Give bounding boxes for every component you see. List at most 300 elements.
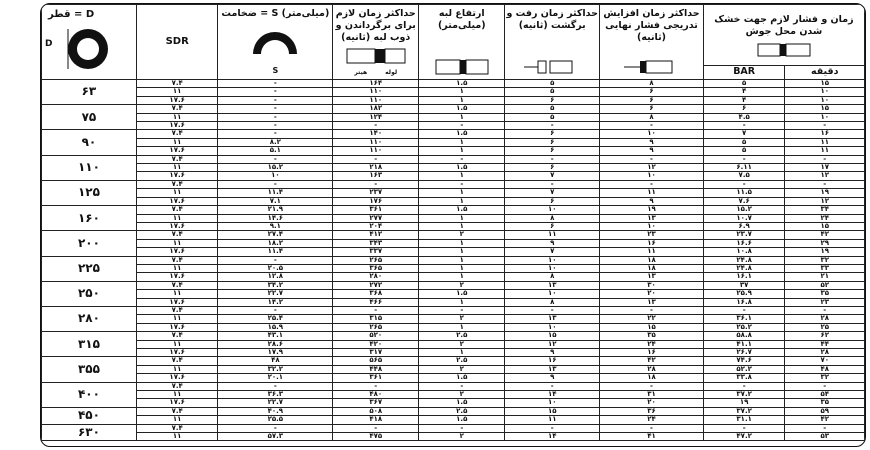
cell-bar: ۲۵.۹ (703, 290, 785, 298)
cell-h: ۱ (419, 113, 505, 121)
cell-t2: ۱۳ (505, 315, 600, 323)
cell-bar: - (703, 122, 785, 130)
cell-sdr: ۱۱ (136, 391, 218, 399)
cell-t2: ۶ (505, 130, 600, 138)
cell-bar: ۲۶.۷ (703, 349, 785, 357)
diameter-cell: ۷۵ (42, 105, 137, 130)
table-row (42, 231, 865, 239)
table-row (42, 298, 865, 306)
cell-sdr: ۱۷.۶ (136, 323, 218, 331)
cell-h: ۱.۵ (419, 80, 505, 88)
cell-bar: ۲۴.۸ (703, 256, 785, 264)
cell-t1: ۴۶۶ (333, 298, 419, 306)
cell-t2: ۶ (505, 197, 600, 205)
cell-s: ۱۵.۲ (218, 164, 333, 172)
cell-t3: ۳۰ (600, 281, 704, 289)
cell-bar: ۱۶.۸ (703, 298, 785, 306)
cell-sdr: ۱۱ (136, 214, 218, 222)
cell-t1: ۴۱۸ (333, 416, 419, 424)
cell-bar: ۱۹ (703, 399, 785, 407)
cell-sdr: ۷.۴ (136, 155, 218, 163)
cell-t1: ۱۲۴ (333, 113, 419, 121)
cell-s: ۲۰.۱ (218, 374, 333, 382)
cell-min: - (785, 180, 865, 188)
cell-sdr: ۷.۴ (136, 357, 218, 365)
cell-min: ۱۲ (785, 197, 865, 205)
table-row (42, 189, 865, 197)
cell-min: ۵۴ (785, 391, 865, 399)
cell-h: ۱.۵ (419, 374, 505, 382)
cell-t2: ۶ (505, 96, 600, 104)
bar-header: BAR (703, 65, 785, 79)
cell-t3: ۴۱ (600, 433, 704, 441)
cell-min: ۵۳ (785, 433, 865, 441)
cell-s: ۵.۱ (218, 147, 333, 155)
cell-t3: ۲۴ (600, 340, 704, 348)
cell-min: ۴۲ (785, 231, 865, 239)
cell-t1: - (333, 122, 419, 130)
cell-t2: ۱۳ (505, 365, 600, 373)
cell-h: ۱ (419, 197, 505, 205)
cell-sdr: ۱۷.۶ (136, 147, 218, 155)
cell-s: ۲۱.۹ (218, 206, 333, 214)
cell-min: - (785, 122, 865, 130)
cell-h: ۱ (419, 298, 505, 306)
cell-min: ۲۳ (785, 298, 865, 306)
cell-s: ۲۵.۴ (218, 315, 333, 323)
bead-height-header (419, 5, 505, 80)
diameter-cell: ۲۲۵ (42, 256, 137, 281)
cell-bar: ۵ (703, 138, 785, 146)
cell-s: - (218, 424, 333, 432)
cell-s: - (218, 96, 333, 104)
cell-t2: ۱۵ (505, 332, 600, 340)
cell-t3: ۹ (600, 138, 704, 146)
table-row (42, 172, 865, 180)
cell-s: ۱۸.۲ (218, 239, 333, 247)
cell-t1: - (333, 382, 419, 390)
diameter-cell: ۱۲۵ (42, 180, 137, 205)
cell-t2: ۶ (505, 164, 600, 172)
pressure-time-header-label: حداکثر زمان افزایش تدریجی فشار نهایی (ثانیه) (603, 8, 700, 43)
cell-bar: ۴۷.۲ (703, 433, 785, 441)
diameter-cell: ۲۸۰ (42, 306, 137, 331)
table-row (42, 105, 865, 113)
cell-t3: ۱۱ (600, 189, 704, 197)
cell-t3: ۴۲ (600, 357, 704, 365)
cooling-icon (754, 42, 814, 58)
cell-h: ۲ (419, 365, 505, 373)
table-row (42, 290, 865, 298)
cell-h: ۱ (419, 273, 505, 281)
cell-min: ۵۲ (785, 281, 865, 289)
cell-t3: - (600, 122, 704, 130)
pipe-ring-icon (60, 23, 112, 75)
welding-table-frame (40, 3, 866, 447)
cell-t3: ۶ (600, 88, 704, 96)
diameter-cell: ۱۶۰ (42, 206, 137, 231)
cell-t2: ۱۳ (505, 281, 600, 289)
cell-sdr: ۱۱ (136, 433, 218, 441)
cell-s: ۱۰ (218, 172, 333, 180)
cell-t1: ۲۶۵ (333, 256, 419, 264)
table-row (42, 113, 865, 121)
cell-bar: - (703, 155, 785, 163)
table-row (42, 273, 865, 281)
cell-bar: ۱۶.۱ (703, 273, 785, 281)
cell-h: ۱ (419, 147, 505, 155)
cell-t2: - (505, 382, 600, 390)
cell-t3: - (600, 180, 704, 188)
cell-bar: ۱۶.۶ (703, 239, 785, 247)
cell-t1: ۵۰۸ (333, 407, 419, 415)
cell-t3: ۲۰ (600, 399, 704, 407)
cell-sdr: ۷.۴ (136, 407, 218, 415)
cell-t1: ۵۶۵ (333, 357, 419, 365)
cell-t2: ۹ (505, 374, 600, 382)
diameter-cell: ۹۰ (42, 130, 137, 155)
cell-t2: - (505, 180, 600, 188)
cell-s: ۱۴.۲ (218, 298, 333, 306)
cell-min: ۱۰ (785, 113, 865, 121)
cell-t1: ۳۶۸ (333, 290, 419, 298)
cell-sdr: ۷.۴ (136, 105, 218, 113)
cell-t1: ۲۷۲ (333, 281, 419, 289)
cell-t1: - (333, 306, 419, 314)
cell-t2: ۱۰ (505, 264, 600, 272)
cell-h: ۲ (419, 340, 505, 348)
cell-h: ۱ (419, 138, 505, 146)
cell-h: ۲.۵ (419, 357, 505, 365)
cell-h: - (419, 306, 505, 314)
cell-t3: ۱۰ (600, 130, 704, 138)
cell-sdr: ۱۱ (136, 315, 218, 323)
cell-t1: ۱۶۴ (333, 80, 419, 88)
cell-h: - (419, 424, 505, 432)
cell-bar: ۲۵.۲ (703, 323, 785, 331)
cell-t2: ۵ (505, 88, 600, 96)
cell-sdr: ۷.۴ (136, 306, 218, 314)
cell-h: ۱.۵ (419, 290, 505, 298)
cell-min: ۱۱ (785, 147, 865, 155)
cell-s: ۴۸ (218, 357, 333, 365)
cell-t2: - (505, 155, 600, 163)
cell-t2: ۱۶ (505, 357, 600, 365)
cell-bar: ۳۷.۲ (703, 407, 785, 415)
cell-t1: ۲۱۸ (333, 164, 419, 172)
cell-bar: ۷.۵ (703, 172, 785, 180)
cell-bar: ۶.۹ (703, 222, 785, 230)
cell-h: ۱ (419, 222, 505, 230)
cell-t1: ۴۷۵ (333, 433, 419, 441)
cell-bar: ۲۴.۸ (703, 264, 785, 272)
cell-t3: ۶ (600, 105, 704, 113)
heater-pipe-icon (345, 47, 407, 65)
cell-min: - (785, 424, 865, 432)
cooling-header-label: زمان و فشار لازم جهت خشک شدن محل جوش (714, 14, 854, 37)
cell-t2: ۱۱ (505, 231, 600, 239)
cell-t2: ۱۰ (505, 256, 600, 264)
pressure-time-header (600, 5, 704, 80)
cell-s: - (218, 382, 333, 390)
cell-t3: ۱۸ (600, 374, 704, 382)
diameter-cell: ۲۰۰ (42, 231, 137, 256)
cell-sdr: ۱۷.۶ (136, 96, 218, 104)
cell-h: ۱ (419, 88, 505, 96)
cell-h: ۱.۵ (419, 164, 505, 172)
cell-t1: ۳۶۷ (333, 399, 419, 407)
cell-bar: ۳۱.۱ (703, 416, 785, 424)
diameter-cell: ۲۵۰ (42, 281, 137, 306)
cell-bar: ۱۱.۵ (703, 189, 785, 197)
cell-s: - (218, 256, 333, 264)
cell-min: ۳۵ (785, 399, 865, 407)
cell-t2: - (505, 306, 600, 314)
cell-sdr: ۱۱ (136, 416, 218, 424)
bead-time-header (333, 5, 419, 80)
cell-t1: ۳۱۷ (333, 349, 419, 357)
cell-h: ۱ (419, 214, 505, 222)
cell-sdr: ۱۷.۶ (136, 349, 218, 357)
cell-t1: ۱۱۰ (333, 96, 419, 104)
table-row (42, 416, 865, 424)
cell-sdr: ۱۱ (136, 290, 218, 298)
diameter-cell: ۳۵۵ (42, 357, 137, 382)
cell-s: ۴۳.۱ (218, 332, 333, 340)
cell-s: - (218, 122, 333, 130)
cell-t2: ۱۲ (505, 340, 600, 348)
cell-t1: ۳۶۱ (333, 206, 419, 214)
cell-t1: - (333, 155, 419, 163)
cell-t1: ۳۶۵ (333, 264, 419, 272)
cell-min: ۱۵ (785, 105, 865, 113)
cell-h: ۱ (419, 96, 505, 104)
cell-t3: ۱۶ (600, 349, 704, 357)
cell-t2: ۱۵ (505, 407, 600, 415)
cell-t2: ۷ (505, 189, 600, 197)
cell-min: ۳۲ (785, 256, 865, 264)
cell-h: ۱.۵ (419, 416, 505, 424)
cell-t1: ۴۸۰ (333, 391, 419, 399)
change-time-header (505, 5, 600, 80)
cell-min: ۶۲ (785, 332, 865, 340)
diameter-cell: ۳۱۵ (42, 332, 137, 357)
cell-t1: ۱۱۰ (333, 88, 419, 96)
minute-header: دقیقه (785, 65, 865, 79)
cell-min: ۲۵ (785, 323, 865, 331)
cell-sdr: ۱۱ (136, 88, 218, 96)
cell-sdr: ۱۱ (136, 164, 218, 172)
cell-min: ۴۴ (785, 340, 865, 348)
diameter-header (42, 5, 137, 80)
cell-s: ۲۲.۷ (218, 290, 333, 298)
cell-min: ۱۰ (785, 96, 865, 104)
cell-h: ۲.۵ (419, 407, 505, 415)
cell-bar: ۱۰.۸ (703, 248, 785, 256)
cell-s: ۸.۲ (218, 138, 333, 146)
cell-t1: ۴۴۸ (333, 365, 419, 373)
cell-h: ۱ (419, 349, 505, 357)
cell-t3: ۲۳ (600, 231, 704, 239)
cell-s: ۱۷.۹ (218, 349, 333, 357)
cell-min: ۳۲ (785, 374, 865, 382)
cell-t1: - (333, 180, 419, 188)
cell-sdr: ۷.۴ (136, 130, 218, 138)
cell-sdr: ۷.۴ (136, 424, 218, 432)
cell-t3: ۲۰ (600, 290, 704, 298)
table-row (42, 332, 865, 340)
cell-t3: ۹ (600, 197, 704, 205)
cell-t1: ۴۲۰ (333, 340, 419, 348)
cell-sdr: ۱۱ (136, 138, 218, 146)
cell-h: ۱ (419, 264, 505, 272)
cell-t1: ۴۱۲ (333, 231, 419, 239)
cell-s: ۲۸.۶ (218, 340, 333, 348)
heater-label: هیتر (354, 68, 368, 76)
cell-s: ۱۱.۴ (218, 248, 333, 256)
cell-sdr: ۱۱ (136, 189, 218, 197)
cell-h: ۱.۵ (419, 206, 505, 214)
cell-bar: ۳۷ (703, 281, 785, 289)
diameter-cell: ۱۱۰ (42, 155, 137, 180)
cell-s: - (218, 105, 333, 113)
bead-height-icon (434, 58, 490, 76)
table-row (42, 147, 865, 155)
thickness-mark: S (272, 66, 279, 75)
cell-bar: ۷.۶ (703, 197, 785, 205)
cell-t2: ۱۰ (505, 290, 600, 298)
cell-min: ۱۹ (785, 248, 865, 256)
cell-min: ۷۰ (785, 357, 865, 365)
cell-t1: ۲۶۵ (333, 323, 419, 331)
thickness-header-label: ضخامت = S (میلی‌متر) (221, 8, 330, 19)
cell-sdr: ۷.۴ (136, 332, 218, 340)
welding-parameters-table (41, 4, 865, 441)
cell-min: ۱۵ (785, 80, 865, 88)
cell-t1: ۱۱۰ (333, 138, 419, 146)
cell-h: ۱.۵ (419, 399, 505, 407)
cell-h: ۱ (419, 189, 505, 197)
table-row (42, 248, 865, 256)
cell-sdr: ۷.۴ (136, 80, 218, 88)
cell-h: ۲ (419, 281, 505, 289)
cell-bar: ۵ (703, 80, 785, 88)
pressure-icon (624, 58, 680, 76)
cell-t3: ۱۲ (600, 164, 704, 172)
cell-bar: - (703, 306, 785, 314)
cell-t1: ۲۰۴ (333, 222, 419, 230)
cell-h: ۱ (419, 248, 505, 256)
cell-h: ۲ (419, 391, 505, 399)
cell-t2: ۷ (505, 248, 600, 256)
cell-sdr: ۱۱ (136, 340, 218, 348)
cell-t2: ۹ (505, 239, 600, 247)
cell-bar: ۳۶.۱ (703, 315, 785, 323)
cell-s: ۱۱.۴ (218, 189, 333, 197)
table-row (42, 433, 865, 441)
cell-t3: ۱۳ (600, 273, 704, 281)
cell-sdr: ۱۷.۶ (136, 273, 218, 281)
cell-min: ۲۱ (785, 273, 865, 281)
cell-bar: ۵۲.۲ (703, 365, 785, 373)
cell-s: - (218, 80, 333, 88)
cell-t3: ۳۵ (600, 332, 704, 340)
cell-min: ۲۴ (785, 214, 865, 222)
cell-t3: ۱۸ (600, 256, 704, 264)
cell-bar: ۶ (703, 105, 785, 113)
cell-bar: ۴ (703, 96, 785, 104)
cell-s: - (218, 113, 333, 121)
changeover-icon (524, 58, 580, 76)
cell-min: - (785, 306, 865, 314)
cell-t1: ۳۴۳ (333, 239, 419, 247)
cell-min: ۳۳ (785, 264, 865, 272)
cell-bar: - (703, 424, 785, 432)
cell-t3: - (600, 306, 704, 314)
cell-t2: ۸ (505, 214, 600, 222)
cell-bar: ۱۵.۲ (703, 206, 785, 214)
cell-min: ۲۸ (785, 349, 865, 357)
cell-t2: ۱۰ (505, 323, 600, 331)
cell-bar: ۵ (703, 147, 785, 155)
diameter-cell: ۶۳ (42, 80, 137, 105)
cell-min: ۱۷ (785, 164, 865, 172)
cell-t1: ۱۱۰ (333, 147, 419, 155)
diameter-cell: ۴۰۰ (42, 382, 137, 407)
cell-s: ۲۰.۵ (218, 264, 333, 272)
cell-h: ۲ (419, 231, 505, 239)
table-row (42, 206, 865, 214)
cell-s: ۷.۱ (218, 197, 333, 205)
cooling-header (703, 5, 864, 66)
cell-h: - (419, 382, 505, 390)
cell-s: - (218, 180, 333, 188)
cell-t3: ۱۳ (600, 214, 704, 222)
cell-t2: ۸ (505, 298, 600, 306)
cell-t3: - (600, 382, 704, 390)
cell-h: ۱ (419, 172, 505, 180)
cell-t1: ۳۱۵ (333, 315, 419, 323)
cell-bar: ۱۰.۷ (703, 214, 785, 222)
cell-bar: ۳۳.۸ (703, 374, 785, 382)
cell-sdr: ۱۱ (136, 264, 218, 272)
cell-t3: ۱۹ (600, 206, 704, 214)
cell-t2: ۶ (505, 222, 600, 230)
cell-sdr: ۱۷.۶ (136, 222, 218, 230)
cell-t1: ۲۸۰ (333, 273, 419, 281)
cell-bar: - (703, 180, 785, 188)
cell-bar: ۵۸.۸ (703, 332, 785, 340)
cell-h: ۱.۵ (419, 130, 505, 138)
cell-t1: - (333, 424, 419, 432)
cell-t3: ۱۶ (600, 239, 704, 247)
cell-t1: ۱۷۶ (333, 197, 419, 205)
cell-s: - (218, 88, 333, 96)
cell-h: - (419, 122, 505, 130)
cell-h: - (419, 155, 505, 163)
cell-t2: ۱۱ (505, 416, 600, 424)
cell-t3: ۱۰ (600, 222, 704, 230)
cell-h: - (419, 180, 505, 188)
diameter-cell: ۴۵۰ (42, 407, 137, 424)
cell-bar: ۳۷.۲ (703, 391, 785, 399)
cell-s: ۳۴.۲ (218, 281, 333, 289)
cell-s: ۹.۱ (218, 222, 333, 230)
cell-min: ۵۹ (785, 407, 865, 415)
cell-bar: ۷ (703, 130, 785, 138)
cell-t2: ۶ (505, 138, 600, 146)
cell-t3: - (600, 424, 704, 432)
